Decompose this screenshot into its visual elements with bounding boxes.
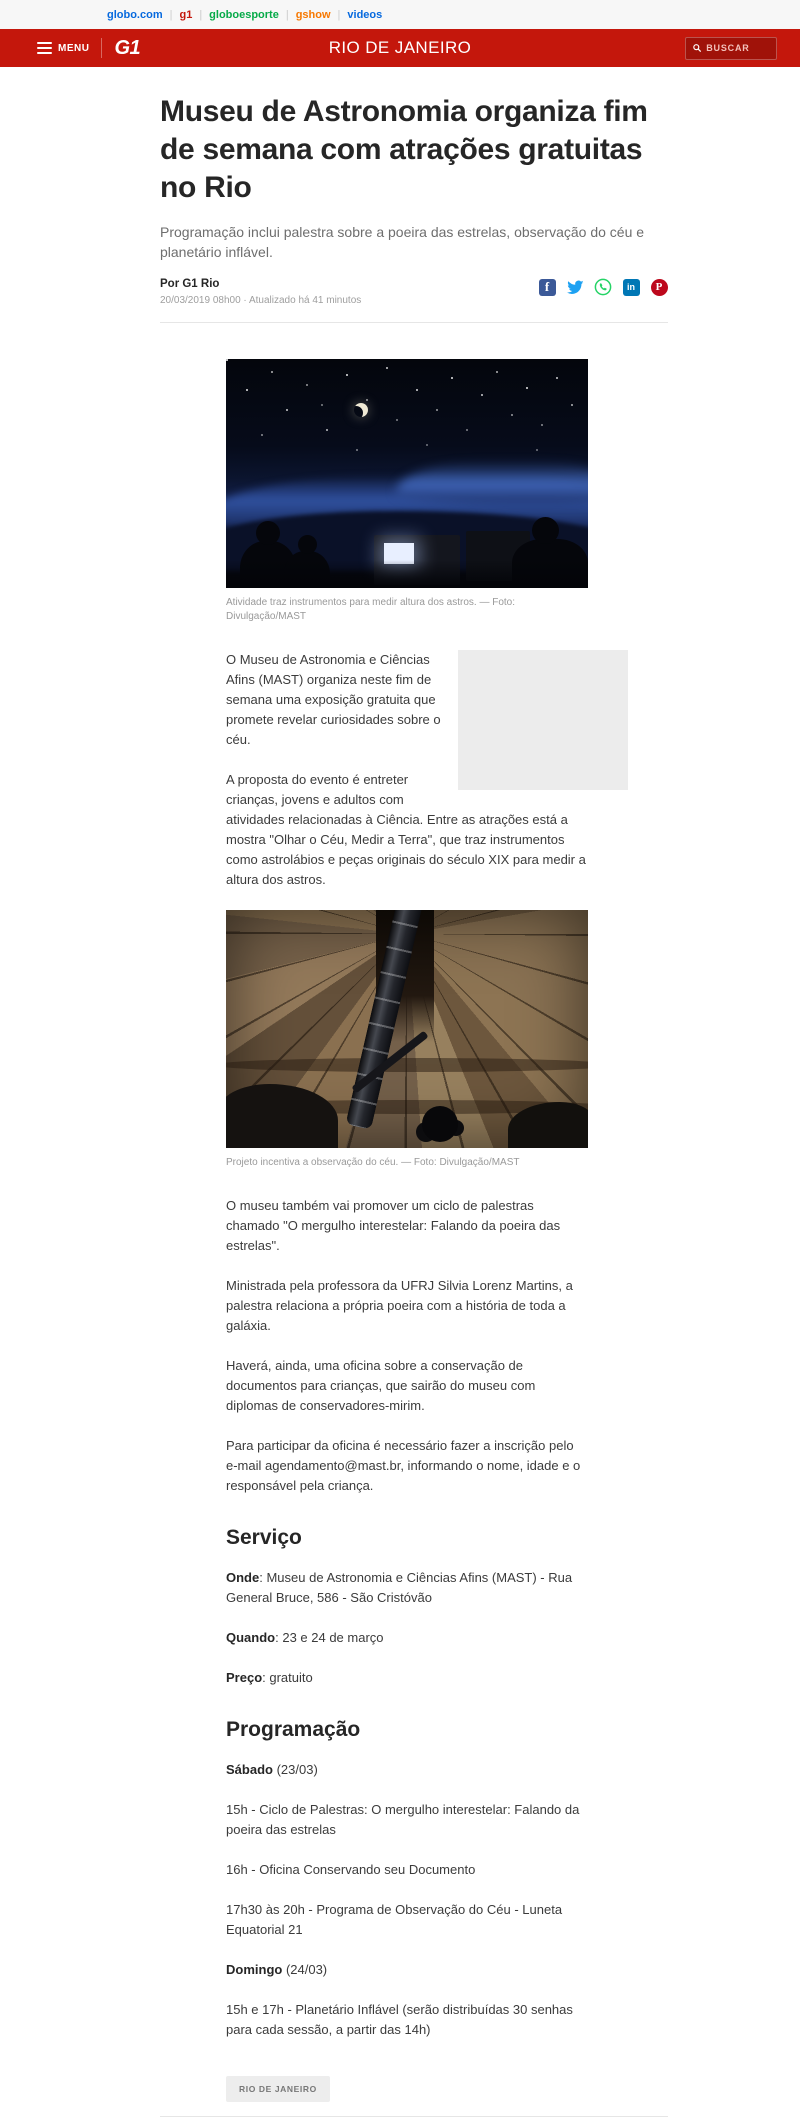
program-line: [226, 1900, 588, 1940]
article-photo-telescope-dome: [226, 910, 588, 1148]
article-body: [226, 359, 588, 2102]
pinterest-icon: P: [651, 279, 668, 296]
person-silhouette: [532, 517, 559, 544]
service-value: : gratuito: [262, 1670, 313, 1685]
photo-shadow: [226, 1084, 338, 1148]
divider: |: [199, 8, 203, 21]
person-silhouette: [298, 535, 317, 554]
share-linkedin-button[interactable]: [622, 278, 640, 296]
divider: |: [337, 8, 341, 21]
service-line: [226, 1568, 588, 1608]
ad-placeholder: [458, 650, 628, 790]
cloud-graphic: [396, 461, 588, 503]
paragraph: Haverá, ainda, uma oficina sobre a conservação de documentos para crianças, que sairão do museu com diplomas de conservadores-mirim.: [226, 1358, 536, 1413]
text-block: [226, 650, 588, 910]
share-facebook-button[interactable]: [538, 278, 556, 296]
paragraph: A proposta do evento é entreter crianças, jovens e adultos com atividades relacionadas à Ciência. Entre as atrações está a mostra "Olhar o Céu, Medir a Terra", que traz instrumentos como astrolábios e peças originais do século XIX para medir a altura dos astros.: [226, 772, 586, 887]
share-bar: [538, 278, 668, 296]
topbar-link-globoesporte[interactable]: globoesporte: [209, 8, 279, 21]
photo-fade: [226, 560, 588, 588]
divider: |: [169, 8, 173, 21]
section-heading-servico: Serviço: [226, 1526, 302, 1549]
service-value: : 23 e 24 de março: [275, 1630, 384, 1645]
service-value: : Museu de Astronomia e Ciências Afins (MAST) - Rua General Bruce, 586 - São Cristóvão: [226, 1570, 573, 1605]
service-label: Preço: [226, 1670, 263, 1685]
stars-graphic: [226, 359, 228, 361]
menu-label: MENU: [58, 42, 90, 54]
divider: [101, 38, 102, 58]
topbar-link-globo-com[interactable]: globo.com: [107, 8, 163, 21]
program-line: [226, 1800, 588, 1840]
program-text: 15h e 17h - Planetário Inflável (serão distribuídas 30 senhas para cada sessão, a partir das 14h): [226, 2002, 573, 2037]
share-whatsapp-button[interactable]: [594, 278, 612, 296]
program-line: [226, 1760, 588, 1780]
telescope-eyepiece-graphic: [422, 1106, 458, 1142]
publish-date: 20/03/2019 08h00 · Atualizado há 41 minutos: [160, 295, 362, 306]
dome-ring-graphic: [226, 1058, 588, 1072]
program-text: 17h30 às 20h - Programa de Observação do Céu - Luneta Equatorial 21: [226, 1902, 563, 1937]
paragraph: Para participar da oficina é necessário fazer a inscrição pelo e-mail agendamento@mast.br, informando o nome, idade e o responsável pela criança.: [226, 1438, 581, 1493]
topbar-link-gshow[interactable]: gshow: [295, 8, 331, 21]
section-heading-programacao: Programação: [226, 1718, 361, 1741]
program-day: Sábado: [226, 1762, 273, 1777]
menu-button[interactable]: [37, 42, 89, 54]
program-day: Domingo: [226, 1962, 283, 1977]
facebook-icon: f: [539, 279, 556, 296]
crescent-moon-graphic: [354, 403, 368, 417]
topbar-link-g1[interactable]: g1: [179, 8, 193, 21]
g1-logo[interactable]: G1: [114, 36, 141, 59]
search-box[interactable]: [685, 37, 777, 60]
program-line: [226, 2000, 588, 2040]
service-line: [226, 1668, 588, 1688]
whatsapp-icon: [594, 278, 612, 296]
service-label: Quando: [226, 1630, 276, 1645]
service-line: [226, 1628, 588, 1648]
share-pinterest-button[interactable]: [650, 278, 668, 296]
hamburger-menu-icon: [37, 42, 52, 54]
linkedin-icon: in: [623, 279, 640, 296]
topbar-link-videos[interactable]: videos: [347, 8, 383, 21]
tag-rio-de-janeiro[interactable]: RIO DE JANEIRO: [226, 2076, 330, 2102]
divider: [160, 322, 668, 323]
article-subtitle: Programação inclui palestra sobre a poeira das estrelas, observação do céu e planetário inflável.: [160, 224, 645, 260]
program-text: (23/03): [272, 1762, 318, 1777]
service-label: Onde: [226, 1570, 260, 1585]
person-silhouette: [256, 521, 280, 545]
article-photo-night-sky: [226, 359, 588, 588]
section-title: RIO DE JANEIRO: [328, 38, 472, 57]
globo-network-bar: [0, 0, 800, 29]
search-icon: [693, 43, 701, 53]
share-twitter-button[interactable]: [566, 278, 584, 296]
text-block: [226, 1196, 588, 1496]
photo-caption: Atividade traz instrumentos para medir altura dos astros. — Foto: Divulgação/MAST: [226, 597, 516, 622]
program-line: [226, 1960, 588, 1980]
twitter-icon: [566, 280, 584, 295]
program-text: (24/03): [282, 1962, 328, 1977]
paragraph: O Museu de Astronomia e Ciências Afins (MAST) organiza neste fim de semana uma exposição gratuita que promete revelar curiosidades sobre o céu.: [226, 652, 441, 747]
page-title: Museu de Astronomia organiza fim de semana com atrações gratuitas no Rio: [160, 95, 648, 204]
program-text: 16h - Oficina Conservando seu Documento: [226, 1862, 476, 1877]
article-container: [160, 67, 668, 2117]
photo-caption: Projeto incentiva a observação do céu. — Foto: Divulgação/MAST: [226, 1157, 520, 1168]
site-header: [0, 29, 800, 67]
divider: |: [285, 8, 289, 21]
byline: Por G1 Rio: [160, 278, 220, 290]
program-text: 15h - Ciclo de Palestras: O mergulho interestelar: Falando da poeira das estrelas: [226, 1802, 580, 1837]
byline-row: [160, 278, 668, 306]
search-input[interactable]: [706, 43, 769, 53]
paragraph: O museu também vai promover um ciclo de palestras chamado "O mergulho interestelar: Falando da poeira das estrelas".: [226, 1198, 561, 1253]
program-line: [226, 1860, 588, 1880]
paragraph: Ministrada pela professora da UFRJ Silvia Lorenz Martins, a palestra relaciona a própria poeira com a história de toda a galáxia.: [226, 1278, 573, 1333]
byline-block: [160, 278, 361, 306]
